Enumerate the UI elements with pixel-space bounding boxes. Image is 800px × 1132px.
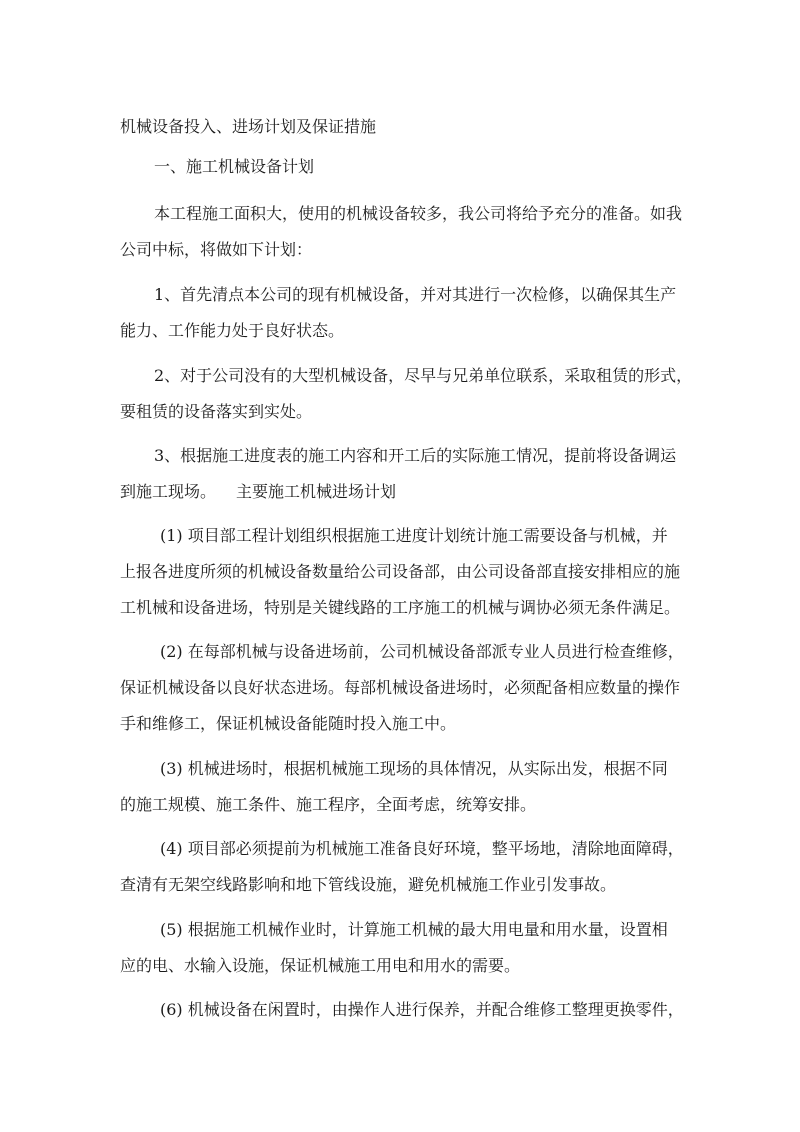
paragraph-line: (2) 在每部机械与设备进场前，公司机械设备部派专业人员进行检查维修， xyxy=(160,642,684,661)
paragraph-line: 要租赁的设备落实到实处。 xyxy=(120,402,313,421)
paragraph-line: 的施工规模、施工条件、施工程序，全面考虑，统筹安排。 xyxy=(120,795,537,814)
paragraph-line: 本工程施工面积大，使用的机械设备较多，我公司将给予充分的准备。如我 xyxy=(154,204,683,223)
paragraph-line: 查清有无架空线路影响和地下管线设施，避免机械施工作业引发事故。 xyxy=(120,875,617,894)
paragraph-line: (6) 机械设备在闲置时，由操作人进行保养，并配合维修工整理更换零件， xyxy=(160,1000,684,1019)
paragraph-line-text: 到施工现场。 xyxy=(120,482,217,501)
paragraph-line: 3、根据施工进度表的施工内容和开工后的实际施工情况，提前将设备调运 xyxy=(154,446,677,465)
paragraph-item-2 xyxy=(120,358,693,430)
paragraph-line: 公司中标，将做如下计划： xyxy=(120,240,313,259)
paragraph-line: (4) 项目部必须提前为机械施工准备良好环境，整平场地，清除地面障碍， xyxy=(160,839,684,858)
paragraph-line: 手和维修工，保证机械设备能随时投入施工中。 xyxy=(120,714,457,733)
paragraph-line: 1、首先清点本公司的现有机械设备，并对其进行一次检修，以确保其生产 xyxy=(154,285,677,304)
paragraph-item-1 xyxy=(120,277,680,349)
paragraph-intro xyxy=(120,196,683,268)
paragraph-line: (3) 机械进场时，根据机械施工现场的具体情况，从实际出发，根据不同 xyxy=(160,759,668,778)
paragraph-line-with-heading xyxy=(120,474,680,510)
inline-subheading: 主要施工机械进场计划 xyxy=(236,482,397,501)
paragraph-line: 2、对于公司没有的大型机械设备，尽早与兄弟单位联系，采取租赁的形式， xyxy=(154,366,693,385)
section-heading: 一、施工机械设备计划 xyxy=(154,157,315,176)
paragraph-line: 能力、工作能力处于良好状态。 xyxy=(120,321,345,340)
paragraph-line: 应的电、水输入设施，保证机械施工用电和用水的需要。 xyxy=(120,956,521,975)
paragraph-sub-3 xyxy=(120,751,680,823)
paragraph-sub-2 xyxy=(120,634,684,742)
paragraph-sub-1 xyxy=(120,518,680,626)
paragraph-line: (5) 根据施工机械作业时，计算施工机械的最大用电量和用水量，设置相 xyxy=(160,920,668,939)
paragraph-sub-5 xyxy=(120,912,680,984)
paragraph-line: 工机械和设备进场，特别是关键线路的工序施工的机械与调协必须无条件满足。 xyxy=(120,598,681,617)
paragraph-item-3 xyxy=(120,438,680,510)
paragraph-line: 上报各进度所须的机械设备数量给公司设备部，由公司设备部直接安排相应的施 xyxy=(120,562,681,581)
document-title: 机械设备投入、进场计划及保证措施 xyxy=(120,117,377,136)
paragraph-sub-6 xyxy=(120,992,684,1028)
paragraph-line: 保证机械设备以良好状态进场。每部机械设备进场时，必须配备相应数量的操作 xyxy=(120,678,681,697)
paragraph-sub-4 xyxy=(120,831,684,903)
paragraph-line: (1) 项目部工程计划组织根据施工进度计划统计施工需要设备与机械，并 xyxy=(160,526,668,545)
